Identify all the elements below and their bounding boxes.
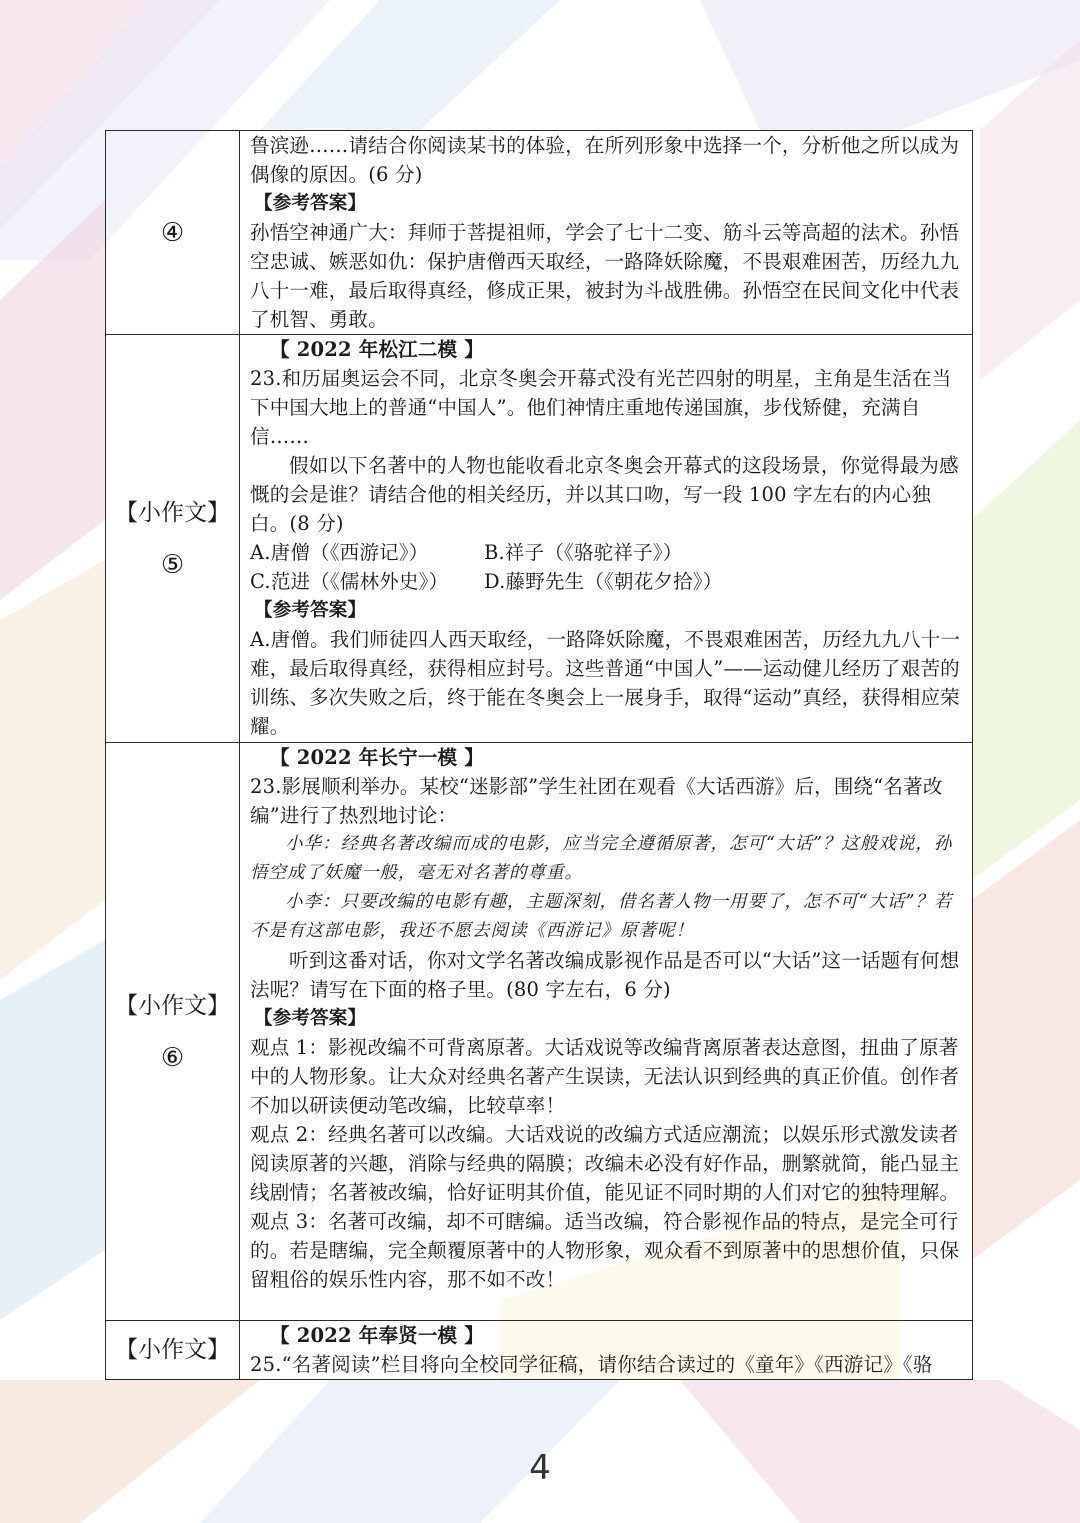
row-tag: 【小作文】 [115,499,230,526]
option-item: B.祥子（《骆驼祥子》） [484,541,683,564]
answer-viewpoint: 观点 3：名著可改编，却不可瞎编。适当改编，符合影视作品的特点，是完全可行的。若是瞎编，完全颠覆原著中的人物形象，观众看不到原著中的思想价值，只保留粗俗的娱乐性内容，那不如不改！ [250,1210,960,1291]
page-number: 4 [529,1448,551,1488]
answer-text: A.唐僧。我们师徒四人西天取经，一路降妖除魔，不畏艰难困苦，历经九九八十一难，最后取得真经，获得相应封号。这些普通“中国人”——运动健儿经历了艰苦的训练、多次失败之后，终于能在冬奥会上一展身手，取得“运动”真经，获得相应荣耀。 [250,628,961,738]
question-text: 23.影展顺利举办。某校“迷影部”学生社团在观看《大话西游》后，围绕“名著改编”进行了热烈地讨论： [250,775,943,827]
exam-source: 【 2022 年奉贤一模 】 [270,1324,484,1347]
exam-source: 【 2022 年长宁一模 】 [270,746,484,769]
row-label-cell [106,1321,240,1380]
table-row [106,335,973,743]
row-label-cell [106,335,240,743]
row-number: ⑥ [160,1042,185,1073]
question-text: 鲁滨逊……请结合你阅读某书的体验，在所列形象中选择一个，分析他之所以成为偶像的原因。(6 分) [250,134,960,186]
row-content-cell [240,1321,973,1380]
option-item: C.范进（《儒林外史》） [250,570,449,593]
row-tag: 【小作文】 [115,1337,230,1363]
answer-viewpoint: 观点 1：影视改编不可背离原著。大话戏说等改编背离原著表达意图，扭曲了原著中的人物形象。让大众对经典名著产生误读，无法认识到经典的真正价值。创作者不加以研读便动笔改编，比较草率！ [250,1036,960,1117]
row-label-cell [106,743,240,1321]
option-list [250,538,964,596]
row-number: ⑤ [160,549,185,580]
dialogue-line: 小华：经典名著改编而成的电影，应当完全遵循原著，怎可“大话”？这般戏说，孙悟空成了妖魔一般，毫无对名著的尊重。 [250,834,953,883]
row-label-cell [106,131,240,335]
question-prompt: 听到这番对话，你对文学名著改编成影视作品是否可以“大话”这一话题有何想法呢？请写在下面的格子里。(80 字左右，6 分) [250,949,960,1001]
option-item: D.藤野先生（《朝花夕拾》） [484,570,723,593]
row-number: ④ [160,217,185,248]
row-tag: 【小作文】 [115,992,230,1019]
exam-source: 【 2022 年松江二模 】 [270,338,484,361]
answer-label: 【参考答案】 [254,600,367,621]
answer-label: 【参考答案】 [254,193,367,214]
row-content-cell [240,335,973,743]
row-content-cell [240,743,973,1321]
answer-viewpoint: 观点 2：经典名著可以改编。大话戏说的改编方式适应潮流；以娱乐形式激发读者阅读原著的兴趣，消除与经典的隔膜；改编未必没有好作品，删繁就简，能凸显主线剧情；名著被改编，恰好证明其价值，能见证不同时期的人们对它的独特理解。 [250,1123,960,1204]
option-item: A.唐僧（《西游记》） [250,541,429,564]
table-row [106,1321,973,1380]
question-text: 25.“名著阅读”栏目将向全校同学征稿，请你结合读过的《童年》《西游记》《骆 [250,1353,933,1376]
answer-label: 【参考答案】 [254,1008,367,1029]
question-text: 23.和历届奥运会不同，北京冬奥会开幕式没有光芒四射的明星，主角是生活在当下中国大地上的普通“中国人”。他们神情庄重地传递国旗，步伐矫健，充满自信…… [250,367,952,448]
question-table [105,130,973,1380]
table-row [106,743,973,1321]
question-prompt: 假如以下名著中的人物也能收看北京冬奥会开幕式的这段场景，你觉得最为感慨的会是谁？请结合他的相关经历，并以其口吻，写一段 100 字左右的内心独白。(8 分) [250,454,959,535]
row-content-cell [240,131,973,335]
table-row [106,131,973,335]
dialogue-line: 小李：只要改编的电影有趣，主题深刻，借名著人物一用要了，怎不可“大话”？若不是有这部电影，我还不愿去阅读《西游记》原著呢！ [250,892,953,941]
answer-text: 孙悟空神通广大：拜师于菩提祖师，学会了七十二变、筋斗云等高超的法术。孙悟空忠诚、嫉恶如仇：保护唐僧西天取经，一路降妖除魔，不畏艰难困苦，历经九九八十一难，最后取得真经，修成正果，被封为斗战胜佛。孙悟空在民间文化中代表了机智、勇敢。 [250,221,960,331]
